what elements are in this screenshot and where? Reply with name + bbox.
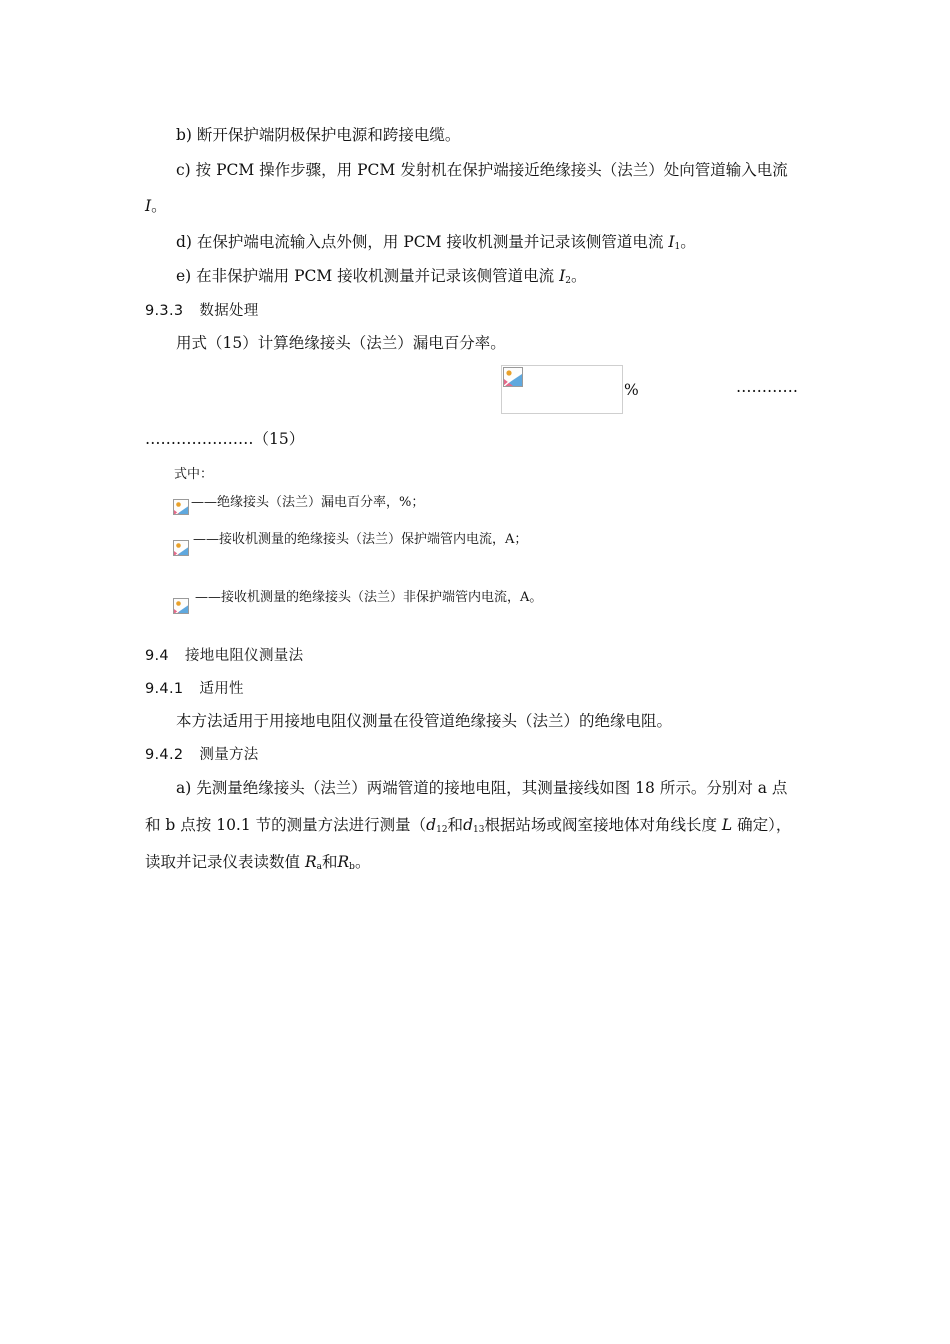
section-heading-9-4	[145, 646, 303, 666]
step-a-text-3b: 。	[354, 853, 371, 871]
section-title: 数据处理	[199, 303, 259, 319]
formula-number: （15）	[253, 430, 305, 448]
sub-13: 13	[473, 825, 485, 835]
section-body-9-4-1: 本方法适用于用接地电阻仪测量在役管道绝缘接头（法兰）的绝缘电阻。	[176, 712, 673, 730]
step-c	[176, 160, 788, 180]
step-a-marker: a)	[176, 779, 192, 797]
where-item-2: ——接收机测量的绝缘接头（法兰）保护端管内电流，A；	[193, 532, 528, 547]
broken-image-icon	[173, 540, 189, 556]
step-d-end: 。	[680, 233, 696, 251]
section-heading-9-3-3	[145, 301, 259, 321]
step-c-marker: c)	[176, 161, 191, 179]
step-b	[176, 125, 460, 145]
step-a-line-1	[176, 778, 787, 798]
formula-image-frame	[501, 365, 623, 414]
step-a-text-2b: 根据站场或阀室接地体对角线长度	[484, 816, 722, 834]
conj-and: 和	[321, 853, 338, 871]
step-c-text: 按 PCM 操作步骤，用 PCM 发射机在保护端接近绝缘接头（法兰）处向管道输入电流	[195, 161, 788, 179]
broken-image-icon	[173, 598, 189, 614]
step-c-end: 。	[151, 197, 167, 215]
step-e-end: 。	[570, 267, 587, 285]
step-a-text-2c: 确定），	[732, 816, 792, 834]
step-d-marker: d)	[176, 233, 192, 251]
where-label: 式中：	[174, 467, 214, 482]
section-heading-9-4-2	[145, 745, 259, 765]
step-b-text: 断开保护端阴极保护电源和跨接电缆。	[196, 126, 461, 144]
var-R: R	[304, 853, 317, 871]
section-title: 测量方法	[199, 747, 259, 763]
sub-a: a	[316, 862, 322, 872]
section-body-9-3-3: 用式（15）计算绝缘接头（法兰）漏电百分率。	[176, 334, 506, 352]
step-d-var: I	[668, 233, 675, 251]
step-d-sub: 1	[674, 242, 681, 252]
section-number: 9.4.1	[145, 681, 184, 697]
var-R: R	[337, 853, 350, 871]
section-heading-9-4-1	[145, 679, 244, 699]
step-a-text-2a: 和 b 点按 10.1 节的测量方法进行测量（	[145, 816, 427, 834]
step-e-text: 在非保护端用 PCM 接收机测量并记录该侧管道电流	[196, 267, 560, 285]
step-b-marker: b)	[176, 126, 192, 144]
formula-leader-dots-right: …………	[736, 378, 798, 396]
broken-image-icon	[503, 367, 523, 387]
step-e-var: I	[559, 267, 566, 285]
step-e-marker: e)	[176, 267, 192, 285]
where-item-1: ——绝缘接头（法兰）漏电百分率，%；	[191, 495, 425, 510]
sub-12: 12	[436, 825, 448, 835]
step-a-text-3a: 读取并记录仪表读数值	[145, 853, 305, 871]
step-e	[176, 266, 587, 286]
step-c-cont	[145, 196, 167, 216]
section-number: 9.3.3	[145, 303, 184, 319]
section-number: 9.4	[145, 648, 169, 664]
section-title: 适用性	[199, 681, 244, 697]
sub-b: b	[349, 862, 355, 872]
var-L: L	[721, 816, 733, 834]
step-a-text: 先测量绝缘接头（法兰）两端管道的接地电阻，其测量接线如图 18 所示。分别对 a 点	[196, 779, 788, 797]
var-d: d	[426, 816, 437, 834]
step-d	[176, 232, 696, 252]
step-e-sub: 2	[565, 276, 571, 286]
step-d-text: 在保护端电流输入点外侧，用 PCM 接收机测量并记录该侧管道电流	[196, 233, 669, 251]
step-a-line-3	[145, 852, 370, 872]
broken-image-icon	[173, 499, 189, 515]
step-a-line-2	[145, 815, 791, 835]
section-title: 接地电阻仪测量法	[184, 648, 304, 664]
formula-leader-dots-left: …………………	[145, 430, 254, 448]
var-d: d	[463, 816, 473, 834]
step-c-var: I	[145, 197, 152, 215]
section-number: 9.4.2	[145, 747, 184, 763]
formula-unit: %	[624, 381, 639, 399]
formula-leader-line	[145, 429, 304, 449]
where-item-3: ——接收机测量的绝缘接头（法兰）非保护端管内电流，A。	[195, 590, 543, 605]
conj-and: 和	[447, 816, 464, 834]
